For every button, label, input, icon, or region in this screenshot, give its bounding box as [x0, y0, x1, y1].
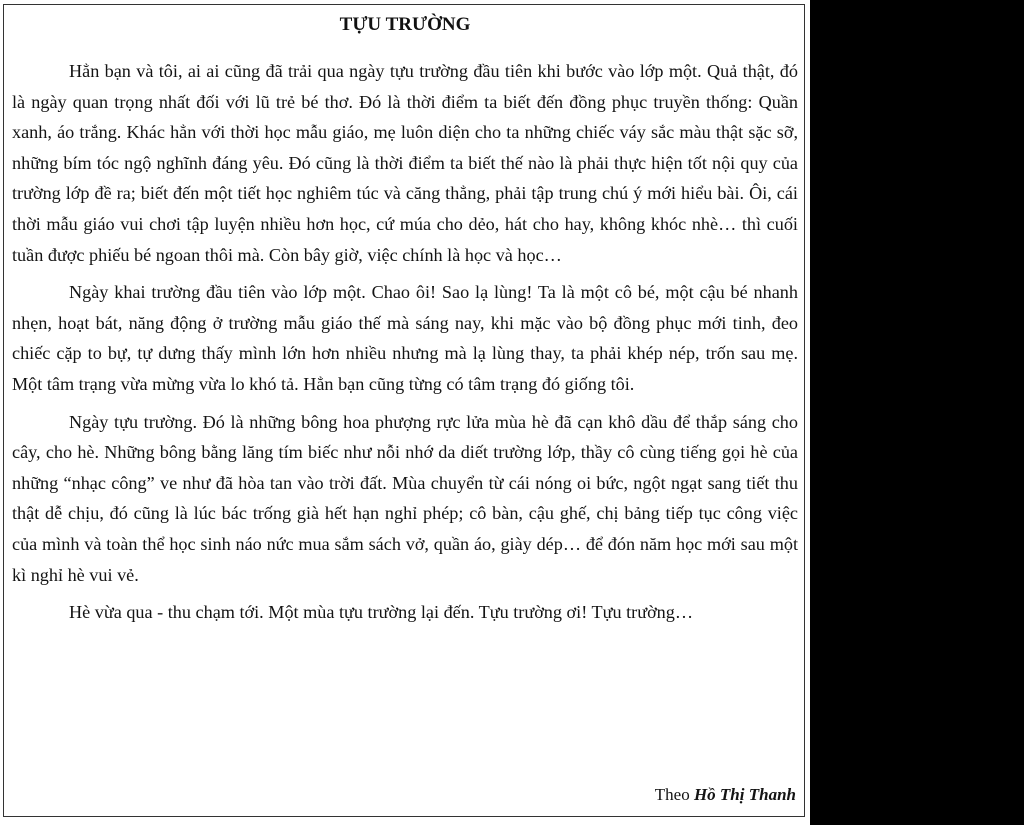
paragraph-2: Ngày khai trường đầu tiên vào lớp một. Chao ôi! Sao lạ lùng! Ta là một cô bé, một cậu bé nhanh nhẹn, hoạt bát, năng động ở trường mẫu giáo thế mà sáng nay, khi mặc vào bộ đồng phục mới tinh, đeo chiếc cặp to bự, tự dưng thấy mình lớn hơn nhiều nhưng mà lạ lùng thay, ta phải khép nép, trốn sau mẹ. Một tâm trạng vừa mừng vừa lo khó tả. Hẳn bạn cũng từng có tâm trạng đó giống tôi.: [12, 282, 798, 394]
document-body: [12, 56, 798, 635]
paragraph-3: Ngày tựu trường. Đó là những bông hoa phượng rực lửa mùa hè đã cạn khô dầu để thắp sáng cho cây, cho hè. Những bông bằng lăng tím biếc như nỗi nhớ da diết trường lớp, thầy cô cùng tiếng gọi hè của những “nhạc công” ve như đã hòa tan vào trời đất. Mùa chuyển từ cái nóng oi bức, ngột ngạt sang tiết thu thật dễ chịu, đó cũng là lúc bác trống già hết hạn nghỉ phép; cô bàn, cậu ghế, chị bảng tiếp tục công việc của mình và toàn thể học sinh náo nức mua sắm sách vở, quần áo, giày dép… để đón năm học mới sau một kì nghỉ hè vui vẻ.: [12, 411, 798, 585]
attribution-prefix: Theo: [654, 785, 690, 804]
document-title: TỰU TRƯỜNG: [339, 14, 471, 35]
author-name: Hồ Thị Thanh: [693, 785, 796, 804]
outside-area: [810, 0, 1024, 825]
paragraph-1: Hẳn bạn và tôi, ai ai cũng đã trải qua ngày tựu trường đầu tiên khi bước vào lớp một. Quả thật, đó là ngày quan trọng nhất đối với lũ trẻ bé thơ. Đó là thời điểm ta biết đến đồng phục truyền thống: Quần xanh, áo trắng. Khác hẳn với thời học mẫu giáo, mẹ luôn diện cho ta những chiếc váy sắc màu thật sặc sỡ, những bím tóc ngộ nghĩnh đáng yêu. Đó cũng là thời điểm ta biết thế nào là phải thực hiện tốt nội quy của trường lớp đề ra; biết đến một tiết học nghiêm túc và căng thẳng, phải tập trung chú ý mới hiểu bài. Ôi, cái thời mẫu giáo vui chơi tập luyện nhiều hơn học, cứ múa cho dẻo, hát cho hay, không khóc nhè… thì cuối tuần được phiếu bé ngoan thôi mà. Còn bây giờ, việc chính là học và học…: [12, 61, 798, 265]
attribution: [655, 785, 796, 805]
paragraph-4: Hè vừa qua - thu chạm tới. Một mùa tựu trường lại đến. Tựu trường ơi! Tựu trường…: [69, 602, 694, 623]
